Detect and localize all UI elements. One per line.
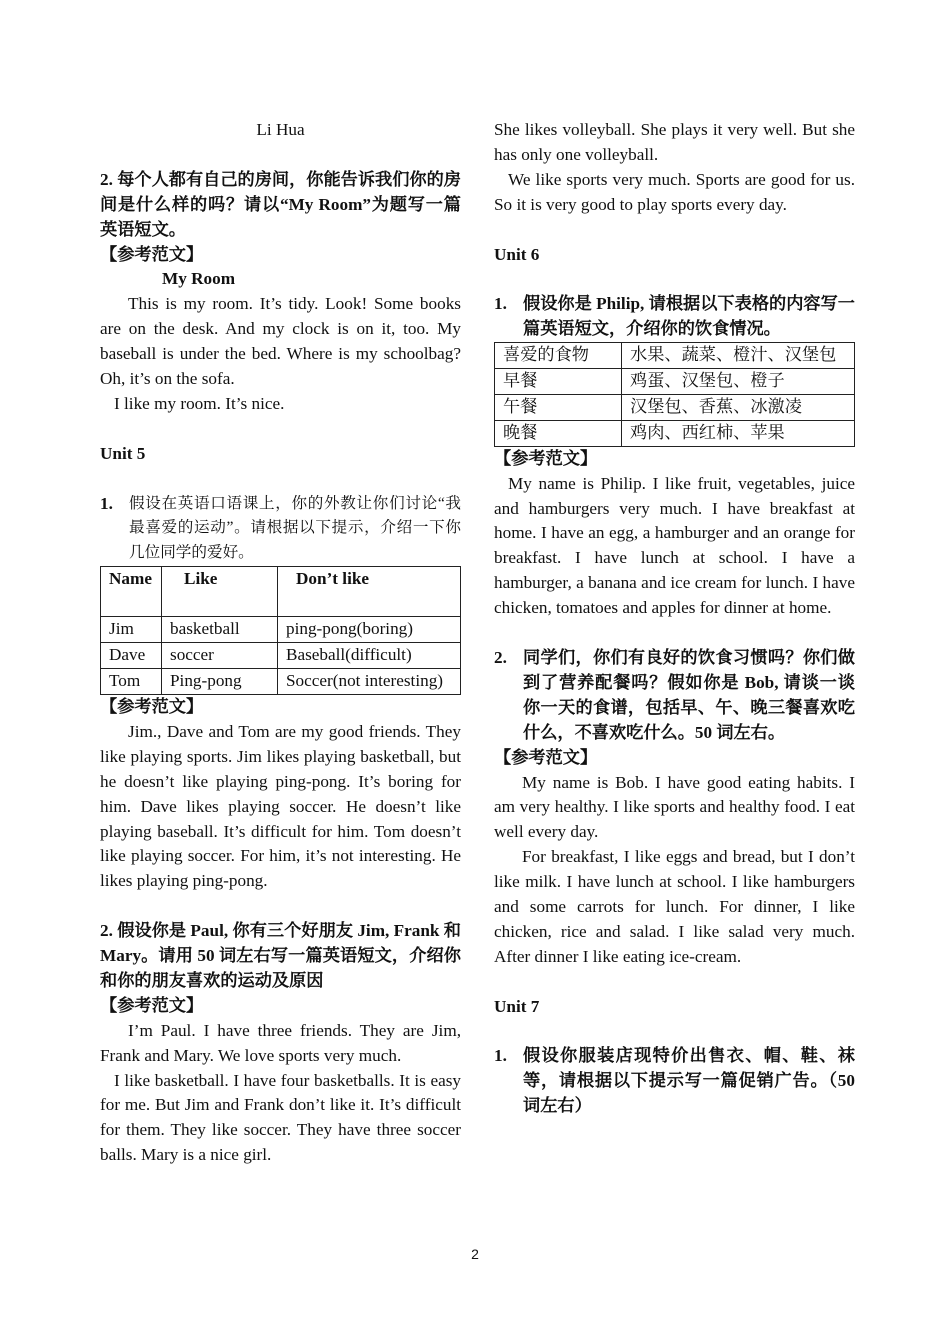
- essay-paragraph: We like sports very much. Sports are good for us. So it is very good to play sports every day.: [494, 169, 855, 214]
- question-prompt: 假设你是 Philip, 请根据以下表格的内容写一篇英语短文，介绍你的饮食情况。: [523, 294, 855, 339]
- table-cell: 水果、蔬菜、橙汁、汉堡包: [622, 343, 855, 369]
- question-item: [494, 1044, 855, 1119]
- essay-paragraph: She likes volleyball. She plays it very well. But she has only one volleyball.: [494, 120, 855, 164]
- question-prompt: 假设在英语口语课上，你的外教让你们讨论“我最喜爱的运动”。请根据以下提示，介绍一下你几位同学的爱好。: [129, 494, 461, 562]
- essay-paragraph: Jim., Dave and Tom are my good friends. They like playing sports. Jim likes playing basketball, but he doesn’t like playing ping-pong. It’s boring for him. Dave likes playing soccer. He doesn’t like playing baseball. It’s difficult for him. Tom doesn’t like playing soccer. For him, it’s not interesting. He likes playing ping-pong.: [100, 721, 461, 891]
- table-cell: 晚餐: [495, 420, 622, 446]
- table-cell: Ping-pong: [162, 669, 278, 695]
- table-row: [495, 343, 855, 369]
- unit-heading: Unit 6: [494, 244, 540, 264]
- table-cell: 汉堡包、香蕉、冰激凌: [622, 394, 855, 420]
- food-table: [494, 342, 855, 447]
- table-cell: Baseball(difficult): [278, 643, 461, 669]
- table-cell: ping-pong(boring): [278, 617, 461, 643]
- table-cell: 午餐: [495, 394, 622, 420]
- unit-heading: Unit 5: [100, 443, 146, 463]
- essay-title: My Room: [162, 269, 236, 289]
- table-cell: Tom: [101, 669, 162, 695]
- table-header-cell: Don’t like: [278, 567, 461, 617]
- question-item: [100, 492, 461, 567]
- table-row: [101, 643, 461, 669]
- table-row: [101, 617, 461, 643]
- question-number: 1.: [494, 294, 507, 314]
- table-cell: basketball: [162, 617, 278, 643]
- question-item: [494, 646, 855, 746]
- right-column: [494, 118, 855, 1119]
- table-cell: soccer: [162, 643, 278, 669]
- table-row: [495, 394, 855, 420]
- table-cell: Jim: [101, 617, 162, 643]
- question-prompt: 2. 假设你是 Paul, 你有三个好朋友 Jim, Frank 和 Mary。请用 50 词左右写一篇英语短文，介绍你和你的朋友喜欢的运动及原因: [100, 921, 461, 990]
- question-prompt: 假设你服装店现特价出售衣、帽、鞋、袜等，请根据以下提示写一篇促销广告。（50 词左右）: [523, 1046, 855, 1116]
- essay-paragraph: My name is Philip. I like fruit, vegetables, juice and hamburgers very much. I have breakfast at home. I have an egg, a hamburger and an orange for breakfast. I have lunch at school. I have a hamburger, a banana and ice cream for lunch. I have chicken, tomatoes and apples for dinner at home.: [494, 473, 855, 618]
- table-cell: Dave: [101, 643, 162, 669]
- question-item: [494, 292, 855, 342]
- reference-label: 【参考范文】: [494, 448, 598, 468]
- essay-paragraph: This is my room. It’s tidy. Look! Some books are on the desk. And my clock is on it, too. My baseball is under the bed. Where is my schoolbag? Oh, it’s on the sofa.: [100, 294, 461, 389]
- signature: Li Hua: [256, 120, 305, 139]
- table-header-cell: Like: [162, 567, 278, 617]
- page-number: 2: [471, 1246, 479, 1262]
- question-number: 1.: [100, 493, 113, 513]
- unit-heading: Unit 7: [494, 996, 540, 1016]
- essay-paragraph: For breakfast, I like eggs and bread, but I don’t like milk. I have lunch at school. I like hamburgers and some carrots for lunch. For dinner, I like chicken, rice and salad. I like salad very much. After dinner I like eating ice-cream.: [494, 847, 855, 966]
- left-column: [100, 118, 461, 1168]
- table-header-row: [101, 567, 461, 617]
- essay-paragraph: I’m Paul. I have three friends. They are Jim, Frank and Mary. We love sports very much.: [100, 1020, 461, 1065]
- essay-paragraph: I like my room. It’s nice.: [114, 393, 285, 413]
- question-number: 1.: [494, 1046, 507, 1066]
- table-cell: 喜爱的食物: [495, 343, 622, 369]
- table-header-cell: Name: [101, 567, 162, 617]
- table-row: [101, 669, 461, 695]
- table-row: [495, 420, 855, 446]
- table-row: [495, 369, 855, 395]
- reference-label: 【参考范文】: [494, 747, 598, 767]
- table-cell: 早餐: [495, 369, 622, 395]
- sports-table: [100, 566, 461, 695]
- essay-paragraph: My name is Bob. I have good eating habits. I am very healthy. I like sports and healthy food. I eat well every day.: [494, 772, 855, 842]
- reference-label: 【参考范文】: [100, 995, 204, 1015]
- table-cell: Soccer(not interesting): [278, 669, 461, 695]
- reference-label: 【参考范文】: [100, 244, 204, 264]
- question-prompt: 同学们，你们有良好的饮食习惯吗？你们做到了营养配餐吗？假如你是 Bob, 请谈一谈你一天的食谱，包括早、午、晚三餐喜欢吃什么，不喜欢吃什么。50 词左右。: [523, 647, 855, 742]
- question-prompt: 2. 每个人都有自己的房间，你能告诉我们你的房间是什么样的吗？请以“My Room”为题写一篇英语短文。: [100, 169, 461, 239]
- essay-paragraph: I like basketball. I have four basketballs. It is easy for me. But Jim and Frank don’t like it. It’s difficult for them. They like soccer. They have three soccer balls. Mary is a nice girl.: [100, 1070, 461, 1165]
- question-number: 2.: [494, 647, 507, 667]
- table-cell: 鸡蛋、汉堡包、橙子: [622, 369, 855, 395]
- table-cell: 鸡肉、西红柿、苹果: [622, 420, 855, 446]
- reference-label: 【参考范文】: [100, 696, 204, 716]
